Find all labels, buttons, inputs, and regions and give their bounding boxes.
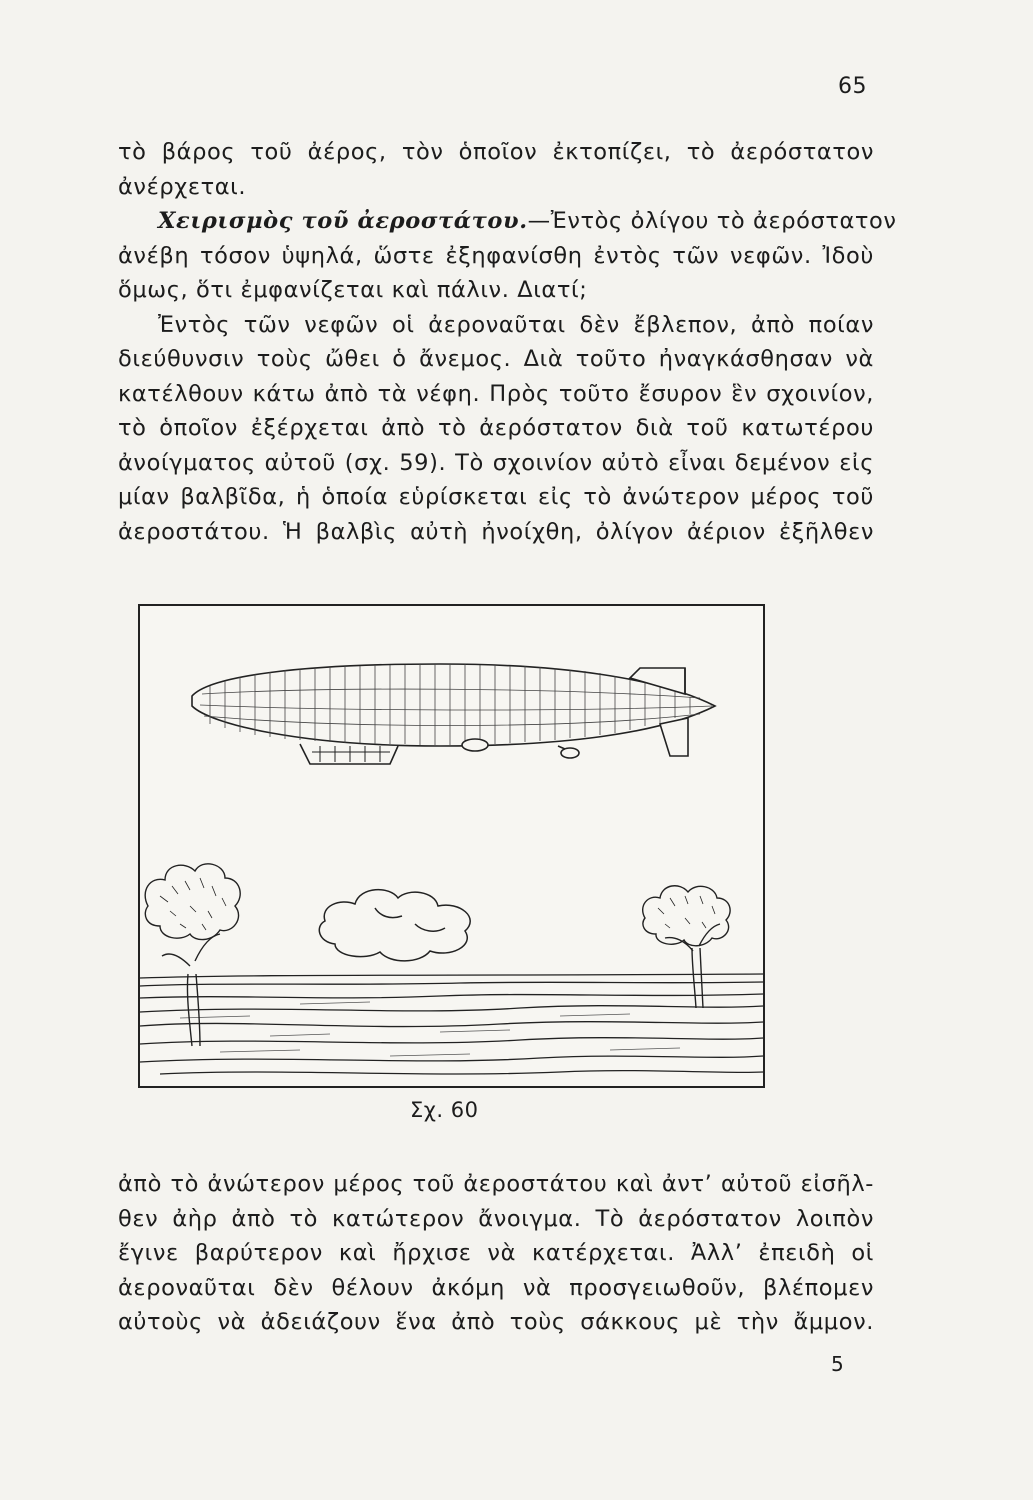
text-line: ἀνέβη τόσον ὑψηλά, ὥστε ἐξηφανίσθη ἐντὸς τῶν νεφῶν. Ἰδοὺ <box>118 242 874 269</box>
text-line: ἔγινε βαρύτερον καὶ ἤρχισε νὰ κατέρχεται. Ἀλλ’ ἐπειδὴ οἱ <box>118 1240 874 1266</box>
text-line: τὸ βάρος τοῦ ἀέρος, τὸν ὁποῖον ἐκτοπίζει, τὸ ἀερόστατον <box>118 139 874 165</box>
text-line: ἀνέρχεται. <box>118 173 247 200</box>
body-text-top <box>118 135 897 549</box>
cloud-drawing <box>319 890 470 961</box>
section-title: Χειρισμὸς τοῦ ἀεροστάτου. <box>158 208 528 234</box>
airship-drawing <box>192 664 715 764</box>
text-line: τὸ ὁποῖον ἐξέρχεται ἀπὸ τὸ ἀερόστατον διὰ τοῦ κατωτέρου <box>118 415 874 441</box>
text-line: ὅμως, ὅτι ἐμφανίζεται καὶ πάλιν. Διατί; <box>118 277 588 303</box>
text-line: μίαν βαλβῖδα, ἡ ὁποία εὑρίσκεται εἰς τὸ ἀνώτερον μέρος τοῦ <box>118 484 874 510</box>
text-line: Ἐντὸς τῶν νεφῶν οἱ ἀεροναῦται δὲν ἔβλεπον, ἀπὸ ποίαν <box>158 311 874 338</box>
airship-illustration <box>138 604 765 1088</box>
left-tree-drawing <box>145 864 240 1046</box>
signature-mark: 5 <box>831 1352 844 1376</box>
text-fragment: —Ἐντὸς ὀλίγου τὸ ἀερόστατον <box>527 208 897 234</box>
text-line: ἀπὸ τὸ ἀνώτερον μέρος τοῦ ἀεροστάτου καὶ ἀντ’ αὐτοῦ εἰσῆλ- <box>118 1171 874 1197</box>
text-line: διεύθυνσιν τοὺς ὤθει ὁ ἄνεμος. Διὰ τοῦτο ἠναγκάσθησαν νὰ <box>118 346 874 372</box>
right-tree-drawing <box>643 886 730 1008</box>
figure-caption: Σχ. 60 <box>410 1098 479 1122</box>
page-number: 65 <box>838 74 867 99</box>
text-line: ἀνοίγματος αὐτοῦ (σχ. 59). Τὸ σχοινίον αὐτὸ εἶναι δεμένον εἰς <box>118 449 874 476</box>
body-text-bottom <box>118 1167 874 1340</box>
text-line: ἀεροστάτου. Ἡ βαλβὶς αὐτὴ ἠνοίχθη, ὀλίγον ἀέριον ἐξῆλθεν <box>118 518 874 545</box>
landscape-drawing <box>140 974 763 1074</box>
text-line: θεν ἀὴρ ἀπὸ τὸ κατώτερον ἄνοιγμα. Τὸ ἀερόστατον λοιπὸν <box>118 1205 874 1232</box>
text-line: αὐτοὺς νὰ ἀδειάζουν ἕνα ἀπὸ τοὺς σάκκους μὲ τὴν ἄμμον. <box>118 1309 874 1335</box>
text-line: ἀεροναῦται δὲν θέλουν ἀκόμη νὰ προσγειωθοῦν, βλέπομεν <box>118 1274 874 1301</box>
section-heading-line <box>118 204 897 239</box>
text-line: κατέλθουν κάτω ἀπὸ τὰ νέφη. Πρὸς τοῦτο ἔσυρον ἓν σχοινίον, <box>118 380 874 407</box>
